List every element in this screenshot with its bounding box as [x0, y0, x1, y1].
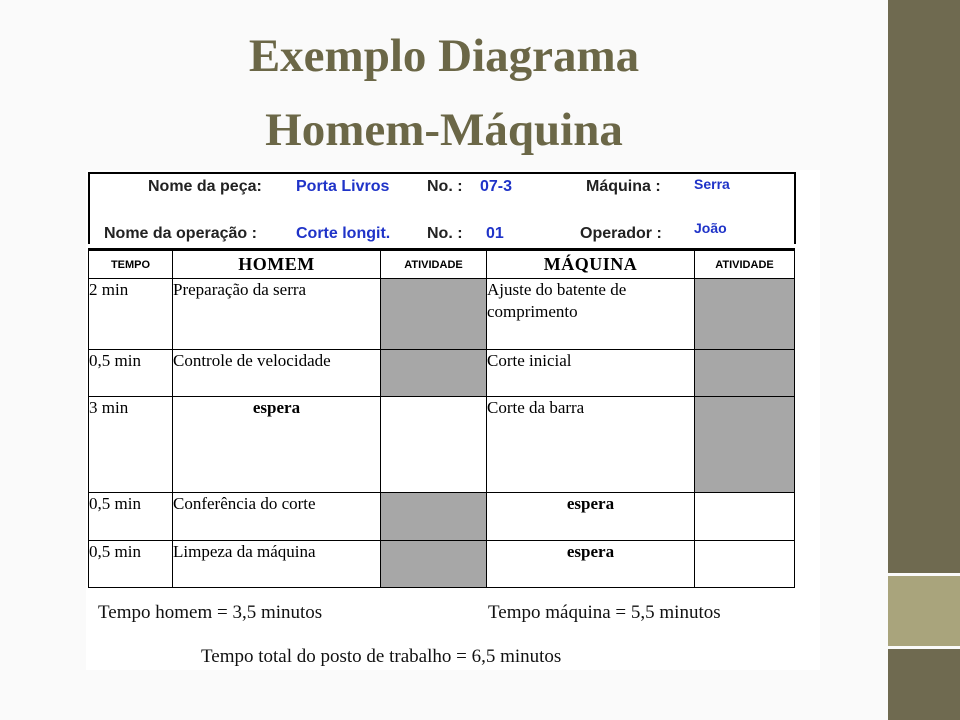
- sidebar-bar-bottom: [888, 648, 960, 720]
- man-machine-table: [88, 248, 795, 588]
- maquina-cell: espera: [487, 493, 695, 540]
- machine-label: Máquina :: [586, 178, 661, 195]
- column-header-atividade-homem: ATIVIDADE: [381, 250, 487, 279]
- tempo-cell: 0,5 min: [89, 540, 173, 588]
- maquina-activity-cell: [695, 493, 795, 540]
- tempo-cell: 3 min: [89, 397, 173, 493]
- maquina-cell: Corte da barra: [487, 397, 695, 493]
- homem-cell: Limpeza da máquina: [173, 540, 381, 588]
- homem-activity-cell: [381, 493, 487, 540]
- column-header-tempo: TEMPO: [89, 250, 173, 279]
- table-row: [89, 349, 795, 396]
- operator-label: Operador :: [580, 225, 662, 242]
- maquina-activity-cell: [695, 397, 795, 493]
- sidebar-gap: [888, 573, 960, 576]
- machine-value: Serra: [694, 176, 730, 192]
- table-row: [89, 397, 795, 493]
- machine-time-summary: Tempo máquina = 5,5 minutos: [488, 602, 721, 623]
- piece-label: Nome da peça:: [148, 178, 262, 195]
- tempo-cell: 0,5 min: [89, 493, 173, 540]
- number-value-2: 01: [486, 225, 504, 242]
- tempo-cell: 2 min: [89, 279, 173, 350]
- maquina-activity-cell: [695, 540, 795, 588]
- number-value: 07-3: [480, 178, 513, 195]
- maquina-activity-cell: [695, 279, 795, 350]
- sidebar-bar-middle: [888, 575, 960, 648]
- homem-activity-cell: [381, 540, 487, 588]
- table-row: [89, 279, 795, 350]
- diagram-document: [86, 170, 820, 670]
- operation-value: Corte longit.: [296, 225, 391, 242]
- operator-value: João: [694, 220, 727, 236]
- homem-activity-cell: [381, 279, 487, 350]
- homem-cell: Controle de velocidade: [173, 349, 381, 396]
- sidebar-gap: [888, 646, 960, 649]
- piece-value: Porta Livros: [296, 178, 390, 195]
- man-time-summary: Tempo homem = 3,5 minutos: [98, 602, 323, 623]
- maquina-cell: Ajuste do batente de comprimento: [487, 279, 695, 350]
- table-row: [89, 493, 795, 540]
- operation-label: Nome da operação :: [104, 225, 257, 242]
- sidebar-bar-top: [888, 0, 960, 575]
- number-label: No. :: [427, 178, 463, 195]
- column-header-homem: HOMEM: [173, 250, 381, 279]
- number-label-2: No. :: [427, 225, 463, 242]
- column-header-maquina: MÁQUINA: [487, 250, 695, 279]
- column-header-atividade-maquina: ATIVIDADE: [695, 250, 795, 279]
- table-row: [89, 540, 795, 588]
- slide-title-line2: Homem-Máquina: [265, 104, 623, 156]
- slide-title-line1: Exemplo Diagrama: [248, 30, 640, 82]
- maquina-cell: Corte inicial: [487, 349, 695, 396]
- homem-activity-cell: [381, 349, 487, 396]
- total-time-summary: Tempo total do posto de trabalho = 6,5 minutos: [201, 646, 562, 667]
- homem-cell: Preparação da serra: [173, 279, 381, 350]
- homem-cell: espera: [173, 397, 381, 493]
- tempo-cell: 0,5 min: [89, 349, 173, 396]
- table-header-row: [89, 250, 795, 279]
- homem-activity-cell: [381, 397, 487, 493]
- maquina-activity-cell: [695, 349, 795, 396]
- maquina-cell: espera: [487, 540, 695, 588]
- homem-cell: Conferência do corte: [173, 493, 381, 540]
